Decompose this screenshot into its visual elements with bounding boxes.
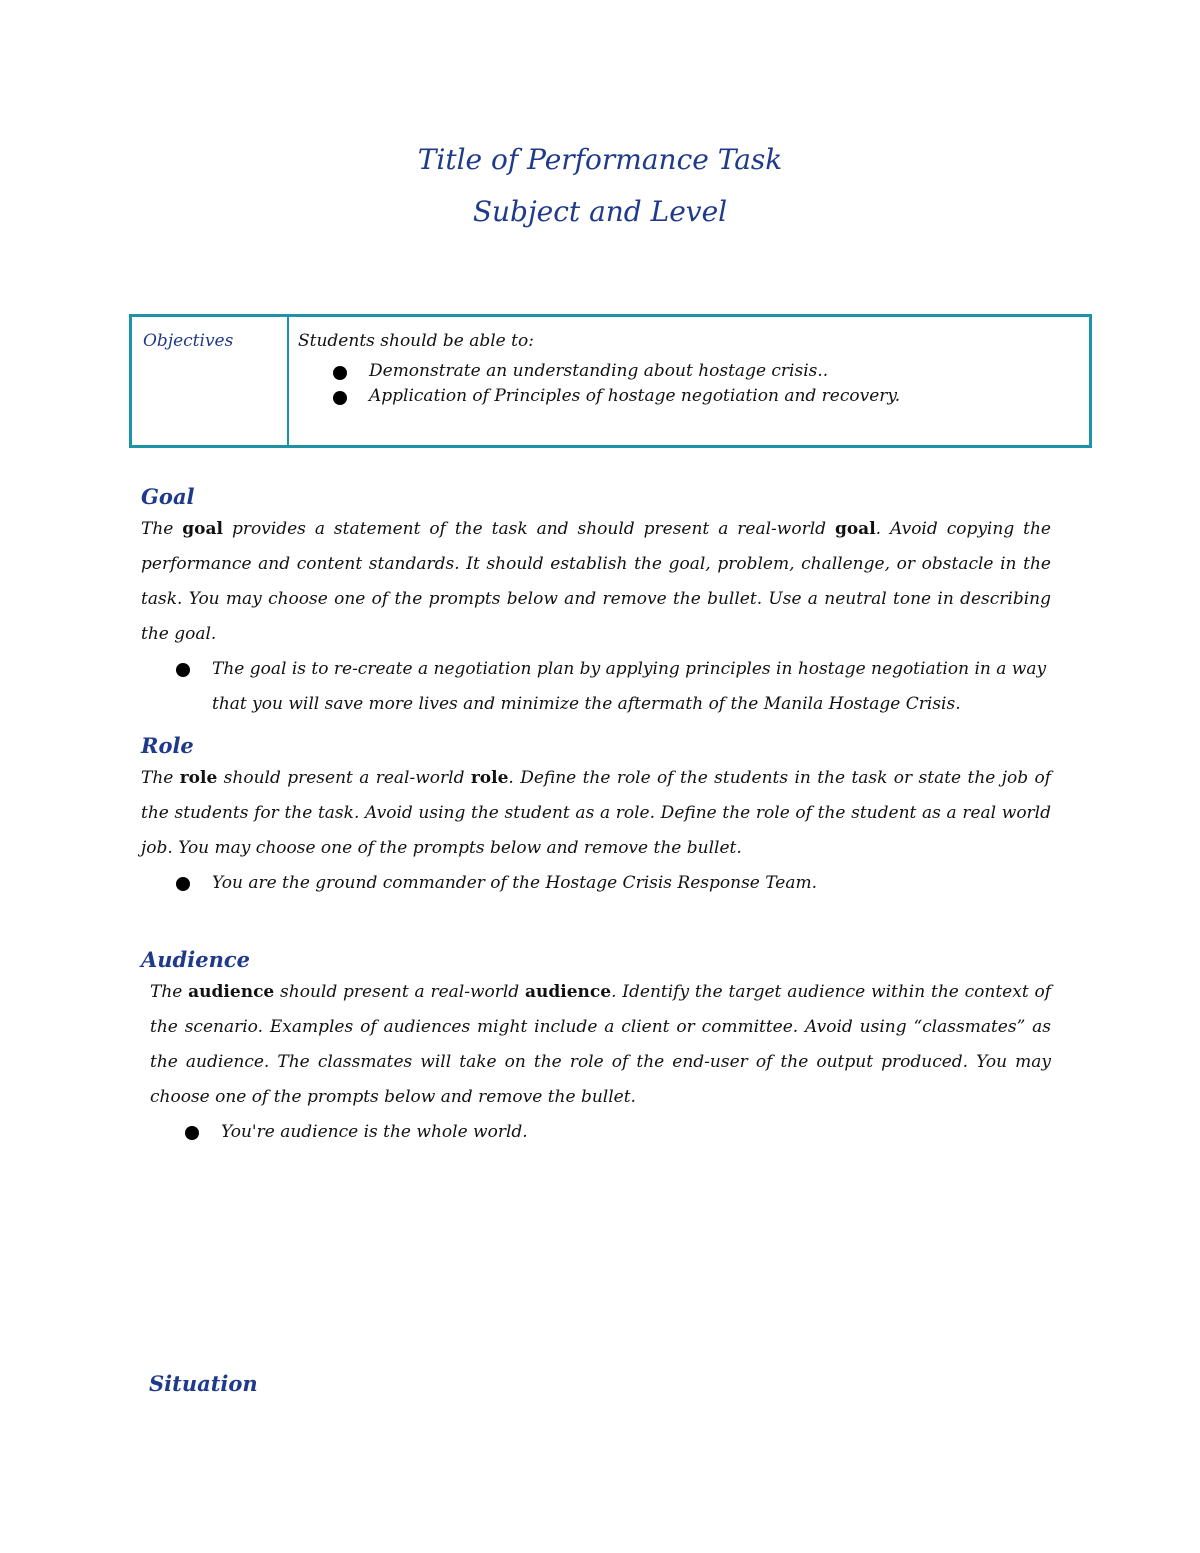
bold-term: goal — [182, 519, 223, 539]
text-run: . Define the role of the students in the task or state the job of the students for the task. Avoid using the student as a role. Define the role of the student as a real world job. You may choose one of the prompts below and remove the bullet. — [141, 768, 1051, 858]
text-run: provides a statement of the task and should present a real-world — [223, 519, 835, 539]
objective-item — [333, 359, 1089, 384]
role-bullet-text: You are the ground commander of the Hostage Crisis Response Team. — [212, 873, 817, 893]
audience-section — [141, 945, 1051, 1150]
goal-bullets — [141, 652, 1051, 722]
document-subtitle: Subject and Level — [472, 195, 728, 228]
audience-body — [141, 975, 1051, 1150]
objective-text: Demonstrate an understanding about hostage crisis.. — [369, 361, 829, 381]
audience-bullet-text: You're audience is the whole world. — [221, 1122, 528, 1142]
audience-description — [150, 975, 1051, 1115]
objectives-label: Objectives — [143, 331, 234, 351]
bullet-icon — [176, 663, 190, 677]
role-heading: Role — [141, 733, 194, 758]
goal-bullet-item — [176, 652, 1051, 722]
goal-heading: Goal — [141, 484, 195, 509]
role-section — [141, 731, 1051, 901]
role-bullets — [141, 866, 1051, 901]
objective-text: Application of Principles of hostage negotiation and recovery. — [369, 386, 901, 406]
goal-description — [141, 512, 1051, 652]
text-run: should present a real-world — [217, 768, 471, 788]
goal-section — [141, 482, 1051, 722]
text-run: The — [141, 519, 183, 539]
role-bullet-item — [176, 866, 1051, 901]
text-run: . Avoid copying the performance and content standards. It should establish the goal, problem, challenge, or obstacle in the task. You may choose one of the prompts below and remove the bullet. Use a neutral tone in describing the goal. — [141, 519, 1051, 644]
bullet-icon — [333, 391, 347, 405]
bullet-icon — [333, 366, 347, 380]
bullet-icon — [185, 1126, 199, 1140]
objective-item — [333, 384, 1089, 409]
objectives-table — [129, 314, 1092, 448]
objectives-label-cell — [132, 317, 289, 445]
role-description — [141, 761, 1051, 866]
text-run: should present a real-world — [274, 982, 525, 1002]
objectives-list — [298, 359, 1089, 409]
bold-term: role — [470, 768, 509, 788]
audience-bullets — [150, 1115, 1051, 1150]
bold-term: audience — [525, 982, 612, 1002]
situation-section — [149, 1369, 1059, 1399]
objectives-content-cell — [289, 317, 1089, 445]
bold-term: goal — [834, 519, 876, 539]
text-run: . Identify the target audience within the context of the scenario. Examples of audiences might include a client or committee. Avoid using “classmates” as the audience. The classmates will take on the role of the end-user of the output produced. You may choose one of the prompts below and remove the bullet. — [150, 982, 1051, 1107]
objectives-intro: Students should be able to: — [298, 331, 534, 351]
bullet-icon — [176, 877, 190, 891]
text-run: The — [141, 768, 180, 788]
bold-term: role — [179, 768, 218, 788]
audience-heading: Audience — [141, 947, 250, 972]
document-header — [0, 138, 1200, 234]
situation-heading: Situation — [149, 1371, 258, 1396]
text-run: The — [150, 982, 189, 1002]
bold-term: audience — [188, 982, 275, 1002]
audience-bullet-item — [185, 1115, 1051, 1150]
goal-bullet-text: The goal is to re-create a negotiation plan by applying principles in hostage negotiation in a way that you will save more lives and minimize the aftermath of the Manila Hostage Crisis. — [212, 659, 1047, 714]
document-title: Title of Performance Task — [417, 143, 783, 176]
